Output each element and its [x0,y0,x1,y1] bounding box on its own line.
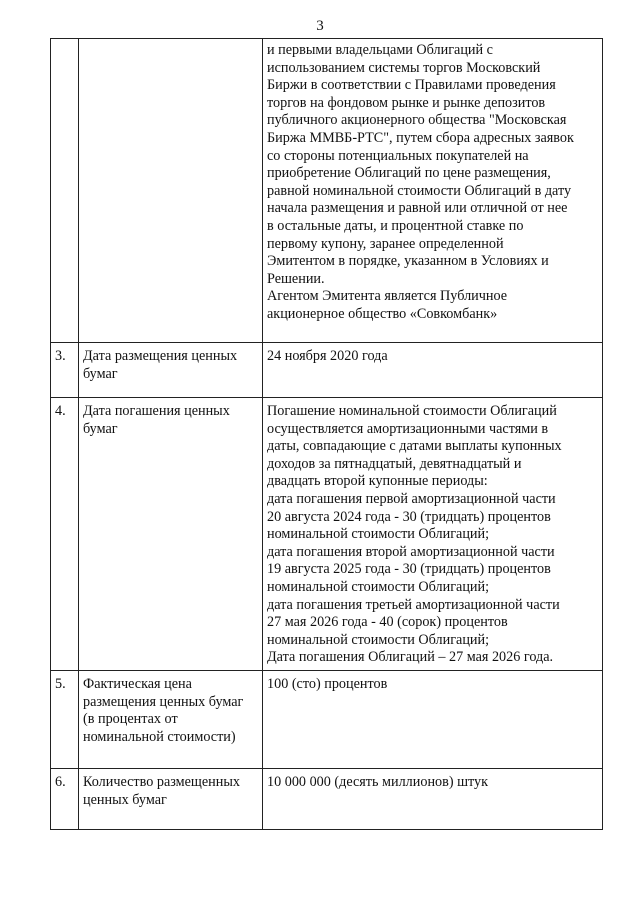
value-line: дата погашения первой амортизационной части [267,490,556,507]
row-number-cell: 6. [51,769,79,830]
value-line: 27 мая 2026 года - 40 (сорок) процентов [267,614,508,631]
value-line: 10 000 000 (десять миллионов) штук [267,774,489,790]
value-line: со стороны потенциальных покупателей на [267,147,529,164]
value-line: Эмитентом в порядке, указанном в Условиях и [267,253,549,270]
value-line: осуществляется амортизационными частями в [267,420,549,437]
name-line: бумаг [83,420,118,437]
value-line: торгов на фондовом рынке и рынке депозитов [267,94,546,111]
value-line: акционерное общество «Совкомбанк» [267,305,498,322]
name-line: Дата размещения ценных [83,348,238,364]
value-line: доходов за пятнадцатый, девятнадцатый и [267,455,522,472]
value-line: равной номинальной стоимости Облигаций в дату [267,182,572,199]
row-name-cell [79,769,263,830]
value-line: двадцать второй купонные периоды: [267,473,488,490]
row-number-cell [51,39,79,343]
value-line: Агентом Эмитента является Публичное [267,288,508,305]
row-value-cell [263,39,603,343]
name-line: размещения ценных бумаг [83,693,244,710]
value-line: 24 ноября 2020 года [267,348,388,364]
row-number-cell: 4. [51,398,79,671]
value-line: дата погашения второй амортизационной части [267,543,555,560]
row-name-cell [79,343,263,398]
row-value-cell [263,671,603,769]
value-line: дата погашения третьей амортизационной части [267,596,560,613]
value-line: 19 августа 2025 года - 30 (тридцать) процентов [267,561,551,578]
row-value-cell [263,769,603,830]
value-line: начала размещения и равной или отличной от нее [267,200,568,217]
table-row-redemption-date [51,398,603,671]
value-line: Биржа ММВБ-РТС", путем сбора адресных заявок [267,129,574,146]
table-row-continuation [51,39,603,343]
row-value-cell [263,398,603,671]
value-line: и первыми владельцами Облигаций с [267,42,493,58]
value-line: Биржи в соответствии с Правилами проведения [267,77,556,94]
value-line: приобретение Облигаций по цене размещения, [267,165,551,182]
value-line: Решении. [267,270,325,287]
name-line: номинальной стоимости) [83,728,236,745]
name-line: (в процентах от [83,711,178,728]
name-line: бумаг [83,365,118,382]
name-line: Дата погашения ценных [83,403,230,419]
name-line: ценных бумаг [83,791,167,808]
row-value-cell [263,343,603,398]
value-line: номинальной стоимости Облигаций; [267,631,490,648]
value-line: в остальные даты, и процентной ставке по [267,217,524,234]
value-line: номинальной стоимости Облигаций; [267,578,490,595]
name-line: Количество размещенных [83,774,240,790]
name-line: Фактическая цена [83,676,192,692]
value-line: номинальной стоимости Облигаций; [267,526,490,543]
value-line: Погашение номинальной стоимости Облигаций [267,403,557,419]
value-line: первому купону, заранее определенной [267,235,504,252]
row-name-cell [79,39,263,343]
page-number: 3 [316,18,324,34]
value-line: даты, совпадающие с датами выплаты купонных [267,438,562,455]
row-name-cell [79,671,263,769]
value-line: 20 августа 2024 года - 30 (тридцать) процентов [267,508,551,525]
securities-info-table [50,38,603,830]
table-row-quantity [51,769,603,830]
row-number-cell: 3. [51,343,79,398]
value-line: использованием системы торгов Московский [267,59,541,76]
table-row-placement-date [51,343,603,398]
row-number-cell: 5. [51,671,79,769]
value-line: публичного акционерного общества "Московская [267,112,567,129]
value-line: Дата погашения Облигаций – 27 мая 2026 года. [267,649,554,666]
value-line: 100 (сто) процентов [267,676,388,692]
row-name-cell [79,398,263,671]
table-row-actual-price [51,671,603,769]
